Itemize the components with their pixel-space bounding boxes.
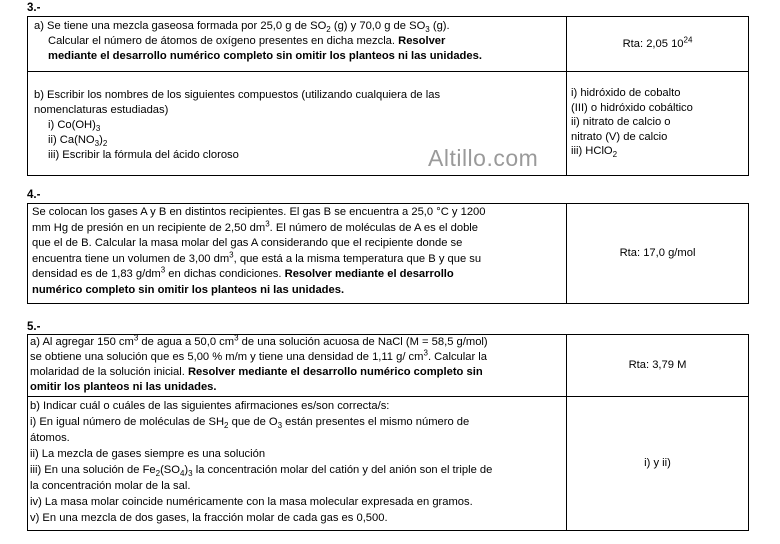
question-4-number: 4.- <box>27 189 41 201</box>
question-5b-answer: i) y ii) <box>566 397 748 530</box>
question-3b-row <box>28 72 748 175</box>
question-4-answer: Rta: 17,0 g/mol <box>566 204 748 303</box>
question-5b-text: b) Indicar cuál o cuáles de las siguientes afirmaciones es/son correcta/s: i) En igual número de moléculas de $SH_2$ que de $O_3$ están presentes el mismo número de átomos. ii) La mezcla de gases siempre es una solución iii) En una solución de $Fe_2(SO_4)_3$ la concentración molar del catión y del anión son el triple de la concentración molar de la sal. iv) La masa molar coincide numéricamente con la masa molecular expresada en gramos. v) En una mezcla de dos gases, la fracción molar de cada gas es 0,500. <box>30 400 493 524</box>
question-4-text: Se colocan los gases A y B en distintos recipientes. El gas B se encuentra a 25,0 °C y 1200 mm Hg de presión en un recipiente de 2,50 $dm^3$. El número de moléculas de A es el doble que el de B. Calcular la masa molar del gas A considerando que el recipiente donde se encuentra tiene un volumen de 3,00 $dm^3$, que está a la misma temperatura que B y que su densidad es de 1,83 $g/dm^3$ en dichas condiciones. Resolver mediante el desarrollo numérico completo sin omitir los planteos ni las unidades. <box>32 206 486 296</box>
question-4-table <box>27 203 749 304</box>
question-5a-row <box>28 335 748 397</box>
question-3-number: 3.- <box>27 2 41 14</box>
question-3b-text: b) Escribir los nombres de los siguientes compuestos (utilizando cualquiera de las nomenclaturas estudiadas) i) $Co(OH)_3$ ii) $Ca(NO_3)_2$ iii) Escribir la fórmula del ácido cloroso <box>34 89 441 161</box>
question-5-number: 5.- <box>27 321 41 333</box>
question-5b-row <box>28 397 748 530</box>
question-3a-row <box>28 17 748 72</box>
question-3a-text: a) Se tiene una mezcla gaseosa formada por 25,0 g de $SO_2$ (g) y 70,0 g de $SO_3$ (g). Calcular el número de átomos de oxígeno presentes en dicha mezcla. Resolver mediante el desarrollo numérico completo sin omitir los planteos ni las unidades. <box>34 20 482 62</box>
question-3b-answer: i) hidróxido de cobalto (III) o hidróxido cobáltico ii) nitrato de calcio o nitrato (V) de calcio iii) HClO$_2$ <box>566 72 748 175</box>
question-5a-text: a) Al agregar 150 $cm^3$ de agua a 50,0 $cm^3$ de una solución acuosa de NaCl (M = 58,5 g/mol) se obtiene una solución que es 5,00 % m/m y tiene una densidad de 1,11 g/ $cm^3$. Calcular la molaridad de la solución inicial. Resolver mediante el desarrollo numérico completo sin omitir los planteos ni las unidades. <box>30 333 488 393</box>
question-5-table <box>27 334 749 531</box>
watermark: Altillo.com <box>428 145 539 171</box>
question-5a-answer: Rta: 3,79 M <box>566 335 748 396</box>
question-3-table <box>27 16 749 176</box>
question-3a-answer: Rta: 2,05 $10^{24}$ <box>566 17 748 71</box>
